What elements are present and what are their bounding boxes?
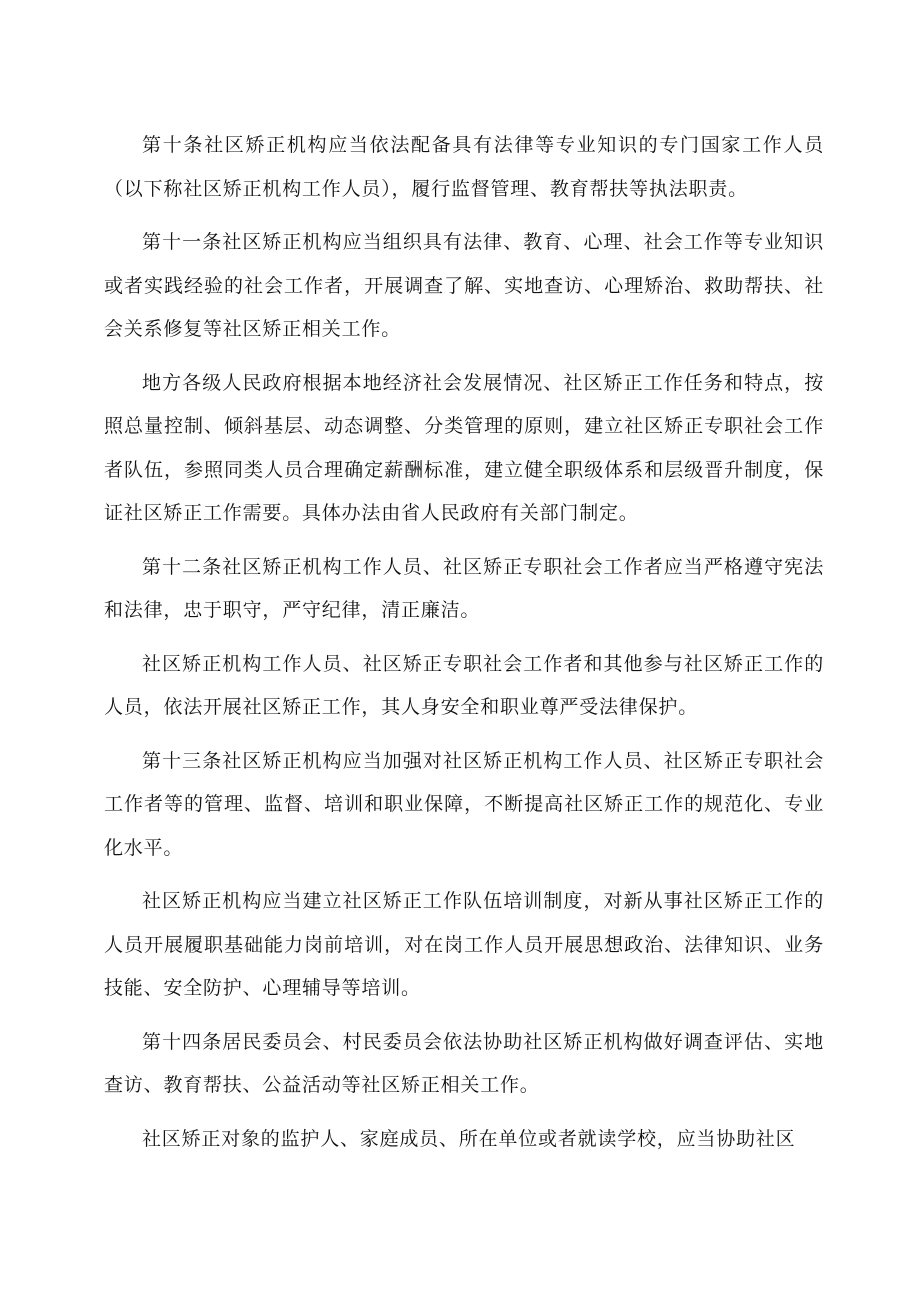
guardian-assistance-paragraph: 社区矫正对象的监护人、家庭成员、所在单位或者就读学校，应当协助社区	[142, 1127, 796, 1150]
article-11-paragraph: 第十一条社区矫正机构应当组织具有法律、教育、心理、社会工作等专业知识或者实践经验的社会工作者，开展调查了解、实地查访、心理矫治、救助帮扶、社会关系修复等社区矫正相关工作。	[104, 231, 824, 340]
local-government-paragraph: 地方各级人民政府根据本地经济社会发展情况、社区矫正工作任务和特点，按照总量控制、倾斜基层、动态调整、分类管理的原则，建立社区矫正专职社会工作者队伍，参照同类人员合理确定薪酬标准，建立健全职级体系和层级晋升制度，保证社区矫正工作需要。具体办法由省人民政府有关部门制定。	[104, 371, 824, 524]
article-10-paragraph: 第十条社区矫正机构应当依法配备具有法律等专业知识的专门国家工作人员（以下称社区矫正机构工作人员），履行监督管理、教育帮扶等执法职责。	[104, 134, 824, 200]
article-13-paragraph: 第十三条社区矫正机构应当加强对社区矫正机构工作人员、社区矫正专职社会工作者等的管理、监督、培训和职业保障，不断提高社区矫正工作的规范化、专业化水平。	[104, 749, 824, 859]
training-system-paragraph: 社区矫正机构应当建立社区矫正工作队伍培训制度，对新从事社区矫正工作的人员开展履职基础能力岗前培训，对在岗工作人员开展思想政治、法律知识、业务技能、安全防护、心理辅导等培训。	[104, 890, 824, 999]
article-12-paragraph: 第十二条社区矫正机构工作人员、社区矫正专职社会工作者应当严格遵守宪法和法律，忠于职守，严守纪律，清正廉洁。	[104, 555, 824, 621]
article-14-paragraph: 第十四条居民委员会、村民委员会依法协助社区矫正机构做好调查评估、实地查访、教育帮扶、公益活动等社区矫正相关工作。	[104, 1030, 824, 1096]
staff-protection-paragraph: 社区矫正机构工作人员、社区矫正专职社会工作者和其他参与社区矫正工作的人员，依法开展社区矫正工作，其人身安全和职业尊严受法律保护。	[104, 652, 824, 718]
